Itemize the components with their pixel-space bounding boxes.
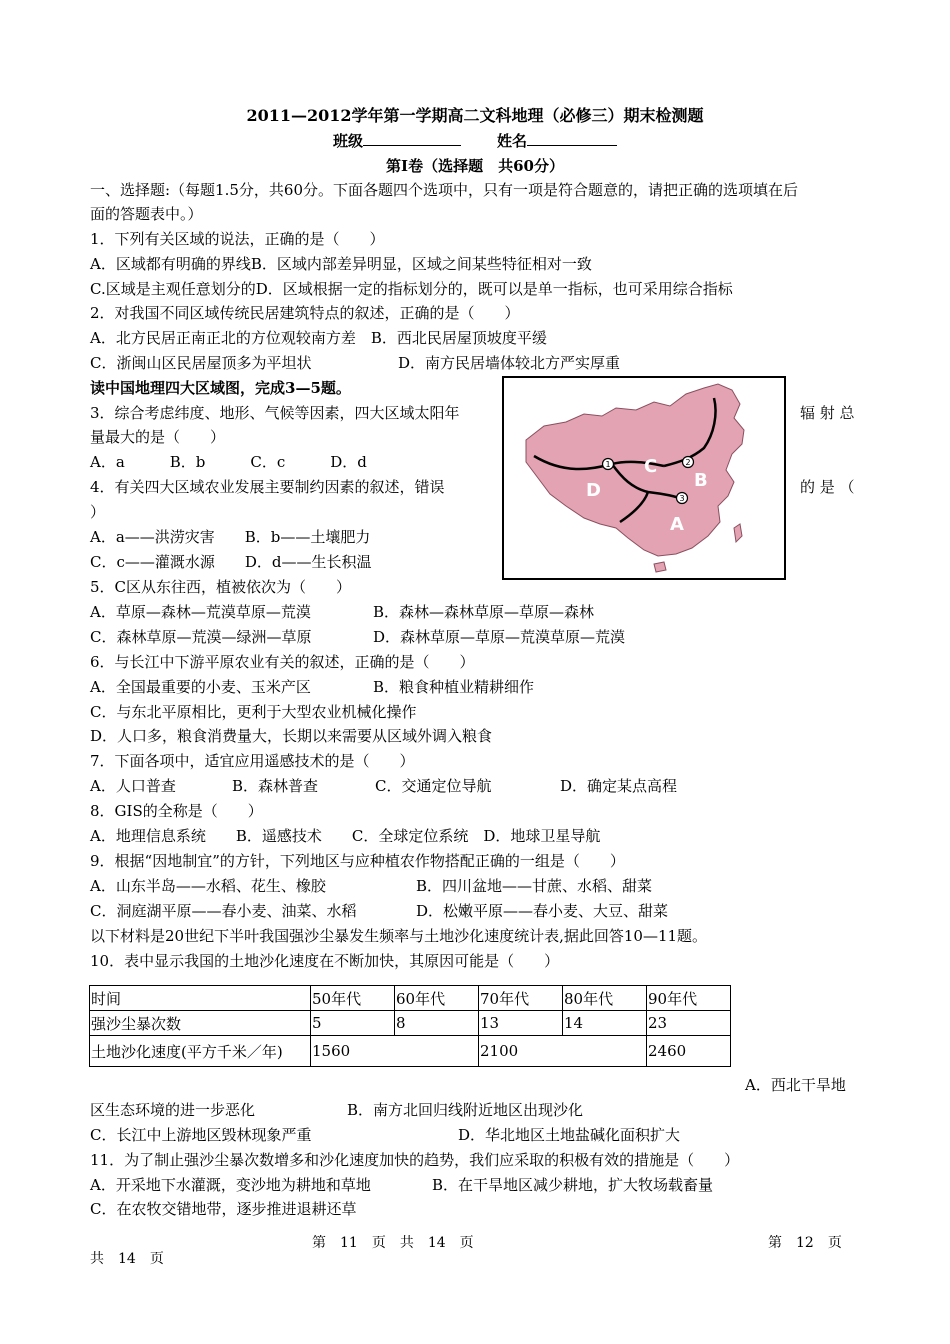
student-info	[0, 129, 950, 153]
question-10-option-b: B．南方北回归线附近地区出现沙化	[347, 1101, 584, 1119]
hainan-island	[654, 562, 666, 572]
region-c-label: C	[644, 456, 658, 477]
marker-3-text: 3	[679, 494, 685, 503]
question-1: 1．下列有关区域的说法，正确的是（ ）	[90, 230, 385, 248]
marker-1-text: 1	[605, 460, 611, 469]
question-7-option-c: C．交通定位导航	[375, 777, 492, 795]
region-d-label: D	[586, 480, 601, 501]
table-cell: 8	[395, 1011, 479, 1036]
china-map-graphic	[504, 378, 784, 578]
question-10-option-c: C．长江中上游地区毁林现象严重	[90, 1126, 312, 1144]
name-blank[interactable]	[527, 131, 617, 146]
question-6-option-a: A．全国最重要的小麦、玉米产区	[90, 678, 311, 696]
question-2-option-c: C．浙闽山区民居屋顶多为平坦状	[90, 354, 312, 372]
table-cell: 13	[479, 1011, 563, 1036]
question-2: 2．对我国不同区域传统民居建筑特点的叙述，正确的是（ ）	[90, 304, 520, 322]
question-7-option-a: A．人口普查	[90, 777, 176, 795]
header-cell-60s: 60年代	[395, 986, 479, 1011]
question-7: 7．下面各项中，适宜应用遥感技术的是（ ）	[90, 752, 415, 770]
question-5: 5．C区从东往西，植被依次为（ ）	[90, 578, 352, 596]
question-10-option-a-start: A．西北干旱地	[745, 1076, 846, 1094]
region-b-label: B	[694, 470, 708, 491]
question-4-options-ab: A．a——洪涝灾害 B．b——土壤肥力	[90, 528, 371, 546]
question-9: 9．根据“因地制宜”的方针，下列地区与应种植农作物搭配正确的一组是（ ）	[90, 852, 625, 870]
instructions-line-1: 一、选择题:（每题1.5分，共60分。下面各题四个选项中，只有一项是符合题意的，请把正确的选项填在后	[90, 181, 799, 199]
table-cell: 2100	[479, 1036, 647, 1067]
row-label-sandstorms: 强沙尘暴次数	[90, 1011, 311, 1036]
section-heading: 第Ⅰ卷（选择题 共60分）	[386, 157, 564, 175]
question-6-option-d: D．人口多，粮食消费量大，长期以来需要从区域外调入粮食	[90, 727, 493, 745]
question-7-option-d: D．确定某点高程	[560, 777, 678, 795]
question-9-option-d: D．松嫩平原——春小麦、大豆、甜菜	[416, 902, 669, 920]
question-10-option-d: D．华北地区土地盐碱化面积扩大	[458, 1126, 681, 1144]
marker-3	[677, 493, 688, 504]
question-4-continued: ）	[90, 503, 106, 521]
question-6-option-c: C．与东北平原相比，更利于大型农业机械化操作	[90, 703, 417, 721]
question-4: 4．有关四大区域农业发展主要制约因素的叙述，错误	[90, 478, 445, 496]
instructions-line-2: 面的答题表中。）	[90, 205, 203, 223]
question-8: 8．GIS的全称是（ ）	[90, 802, 263, 820]
material-intro: 以下材料是20世纪下半叶我国强沙尘暴发生频率与土地沙化速度统计表,据此回答10—11题。	[90, 927, 708, 945]
page-number-right: 第 12 页	[768, 1235, 842, 1251]
question-6: 6．与长江中下游平原农业有关的叙述，正确的是（ ）	[90, 653, 475, 671]
table-row	[90, 1011, 731, 1036]
name-label: 姓名	[497, 132, 528, 150]
map-intro: 读中国地理四大区域图，完成3—5题。	[90, 379, 351, 397]
question-5-option-d: D．森林草原—草原—荒漠草原—荒漠	[373, 628, 626, 646]
question-10: 10．表中显示我国的土地沙化速度在不断加快，其原因可能是（ ）	[90, 952, 560, 970]
table-cell: 14	[563, 1011, 647, 1036]
marker-2-text: 2	[685, 458, 691, 467]
table-cell: 1560	[311, 1036, 479, 1067]
page-total-right: 共 14 页	[90, 1251, 164, 1267]
marker-2	[683, 457, 694, 468]
china-regions-map	[502, 376, 786, 580]
question-9-option-b: B．四川盆地——甘蔗、水稻、甜菜	[416, 877, 653, 895]
row-label-desertification: 土地沙化速度(平方千米／年)	[90, 1036, 311, 1067]
question-8-options: A．地理信息系统 B．遥感技术 C．全球定位系统 D．地球卫星导航	[90, 827, 601, 845]
class-label: 班级	[332, 132, 363, 150]
china-outline	[526, 384, 744, 556]
question-1-options-cd: C.区域是主观任意划分的D．区域根据一定的指标划分的，既可以是单一指标，也可采用综合指标	[90, 280, 733, 298]
question-7-option-b: B．森林普查	[232, 777, 319, 795]
question-5-option-a: A．草原—森林—荒漠草原—荒漠	[90, 603, 311, 621]
header-cell-time: 时间	[90, 986, 311, 1011]
question-2-options-ab: A．北方民居正南正北的方位观较南方差 B．西北民居屋顶坡度平缓	[90, 329, 547, 347]
question-4-options-cd: C．c——灌溉水源 D．d——生长积温	[90, 553, 372, 571]
question-9-option-a: A．山东半岛——水稻、花生、橡胶	[90, 877, 326, 895]
question-6-option-b: B．粮食种植业精耕细作	[373, 678, 535, 696]
question-5-option-c: C．森林草原—荒漠—绿洲—草原	[90, 628, 312, 646]
question-3-continued: 量最大的是（ ）	[90, 428, 226, 446]
page-number-left: 第 11 页 共 14 页	[312, 1235, 474, 1251]
table-row	[90, 1036, 731, 1067]
header-cell-50s: 50年代	[311, 986, 395, 1011]
question-11-option-b: B．在干旱地区减少耕地，扩大牧场载畜量	[432, 1176, 714, 1194]
question-11-option-a: A．开采地下水灌溉，变沙地为耕地和草地	[90, 1176, 371, 1194]
question-3-tail: 辐 射 总	[800, 404, 855, 422]
table-cell: 23	[647, 1011, 731, 1036]
header-cell-70s: 70年代	[479, 986, 563, 1011]
region-a-label: A	[670, 514, 684, 535]
question-11: 11．为了制止强沙尘暴次数增多和沙化速度加快的趋势，我们应采取的积极有效的措施是（ ）	[90, 1151, 740, 1169]
table-header-row	[90, 986, 731, 1011]
question-4-tail: 的 是 （	[800, 478, 855, 496]
table-cell: 5	[311, 1011, 395, 1036]
question-3: 3．综合考虑纬度、地形、气候等因素，四大区域太阳年	[90, 404, 460, 422]
question-5-option-b: B．森林—森林草原—草原—森林	[373, 603, 595, 621]
marker-1	[603, 459, 614, 470]
exam-title: 2011—2012学年第一学期高二文科地理（必修三）期末检测题	[246, 106, 704, 125]
taiwan-island	[734, 524, 742, 542]
header-cell-90s: 90年代	[647, 986, 731, 1011]
question-11-option-c: C．在农牧交错地带，逐步推进退耕还草	[90, 1200, 357, 1218]
sandstorm-statistics-table	[89, 985, 731, 1067]
question-10-option-a-end: 区生态环境的进一步恶化	[90, 1101, 256, 1119]
question-3-options: A．a B．b C．c D．d	[90, 453, 367, 471]
question-2-option-d: D．南方民居墙体较北方严实厚重	[398, 354, 621, 372]
question-9-option-c: C．洞庭湖平原——春小麦、油菜、水稻	[90, 902, 357, 920]
question-1-options-ab: A．区域都有明确的界线B．区域内部差异明显，区域之间某些特征相对一致	[90, 255, 592, 273]
header-cell-80s: 80年代	[563, 986, 647, 1011]
class-blank[interactable]	[363, 131, 461, 146]
table-cell: 2460	[647, 1036, 731, 1067]
